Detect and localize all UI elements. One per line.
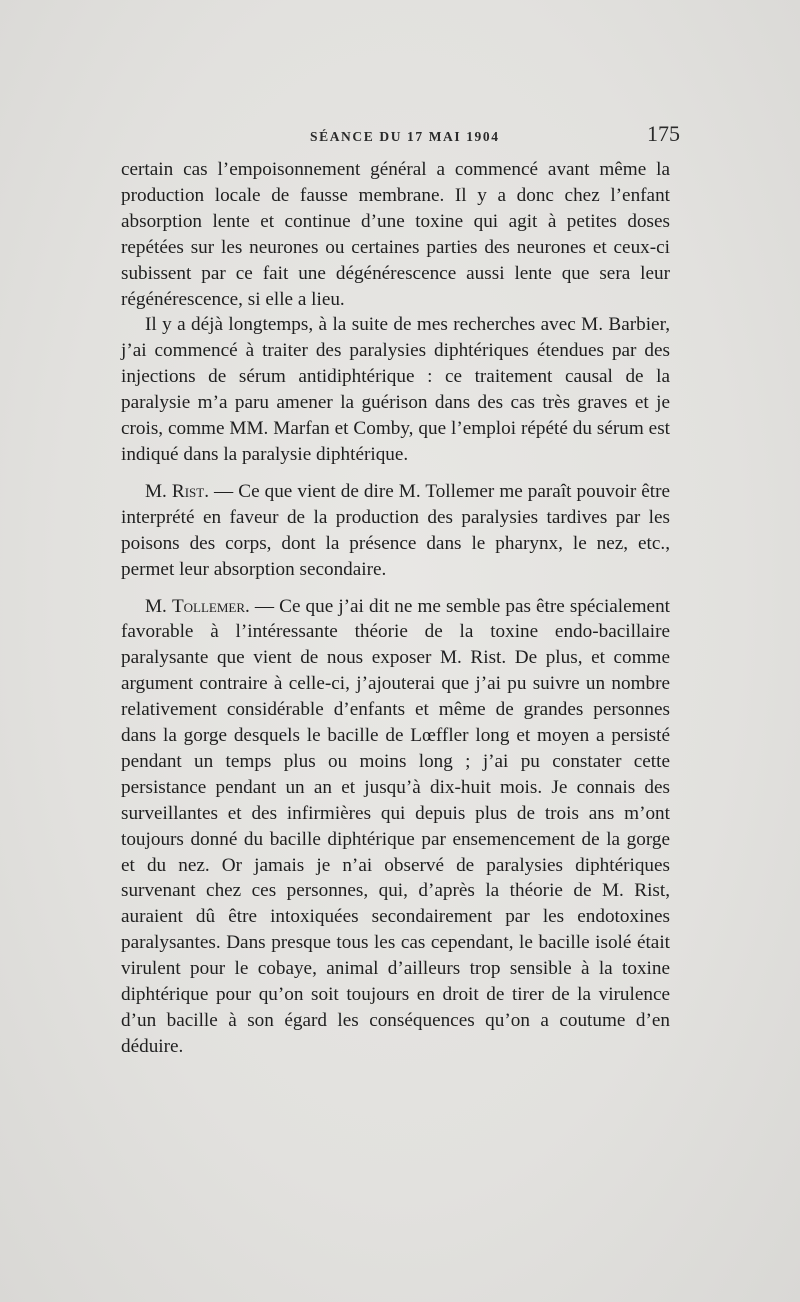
paragraph-treatment: Il y a déjà longtemps, à la suite de mes recherches avec M. Barbier, j’ai commencé à traiter des paralysies diphtériques étendues par des injections de sérum antidiphtérique : ce traitement causal de la paralysie m’a paru amener la guérison dans des cas très graves et je crois, comme MM. Marfan et Comby, que l’emploi répété du sérum est indiqué dans la paralysie diphtérique. [121, 314, 670, 465]
paragraph-text: . — Ce que j’ai dit ne me semble pas être spécialement favorable à l’intéressante théorie de la toxine endo-bacillaire paralysante que vient de nous exposer M. Rist. De plus, et comme argument contraire à celle-ci, j’ajouterai que j’ai pu suivre un nombre relativement considérable d’enfants et même de grandes personnes dans la gorge desquels le bacille de Lœffler long et moyen a persisté pendant un temps plus ou moins long ; j’ai pu constater cette persistance pendant un an et jusqu’à dix-huit mois. Je connais des surveillantes et des infirmières qui depuis plus de trois ans m’ont toujours donné du bacille diphtérique par ensemencement de la gorge et du nez. Or jamais je n’ai observé de paralysies diphtériques survenant chez ces personnes, qui, d’après la théorie de M. Rist, auraient dû être intoxiquées secondairement par les endotoxines paralysantes. Dans presque tous les cas cependant, le bacille isolé était virulent pour le cobaye, animal d’ailleurs trop sensible à la toxine diphtérique pour qu’on soit toujours en droit de tirer de la virulence d’un bacille à son égard les conséquences qu’on a coutume d’en déduire. [121, 595, 671, 1057]
paragraph-tollemer [121, 594, 670, 1060]
speaker-title: M. [145, 480, 172, 502]
speaker-name: Tollemer [171, 595, 246, 617]
running-title: SÉANCE DU 17 MAI 1904 [310, 129, 500, 144]
speaker-title: M. [145, 595, 172, 617]
paragraph-continuation: certain cas l’empoisonnement général a commencé avant même la production locale de fausse membrane. Il y a donc chez l’enfant absorption lente et continue d’une toxine qui agit à petites doses repétées sur les neurones ou certaines parties des neurones et ceux-ci subissent par ce fait une dégénérescence aussi lente que sera leur régénérescence, si elle a lieu. [121, 159, 670, 310]
speaker-name: Rist [171, 480, 205, 502]
page-header [120, 119, 680, 151]
paragraph-text: . — Ce que vient de dire M. Tollemer me paraît pouvoir être interprété en faveur de la production des paralysies tardives par les poisons des corps, dont la présence dans le pharynx, le nez, etc., permet leur absorption secondaire. [121, 480, 670, 580]
paragraph-rist [121, 479, 670, 583]
body-text [121, 157, 670, 1060]
page-number: 175 [647, 121, 680, 146]
